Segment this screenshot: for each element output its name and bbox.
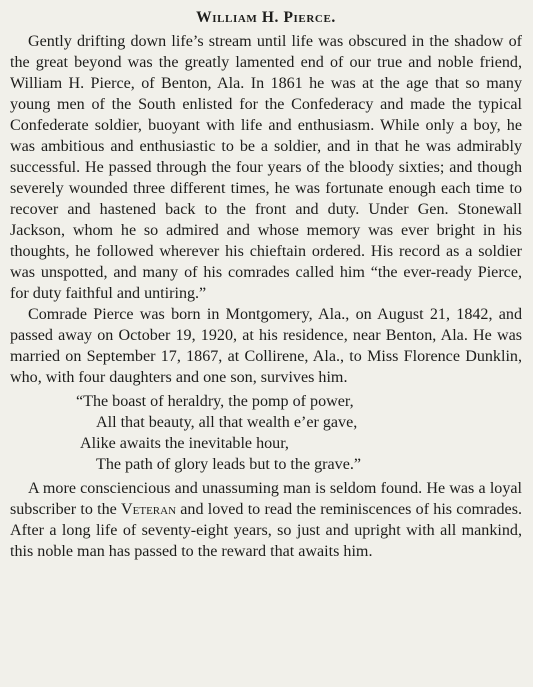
poem-line-1: “The boast of heraldry, the pomp of power, <box>76 393 354 410</box>
veteran-title: Veteran <box>121 501 177 518</box>
paragraph-3-part-2: and loved to read the reminiscences of his comrades. After a long life of seventy-eight years, so just and upright with all mankind, this noble man has passed to the reward that awaits him. <box>10 501 522 560</box>
paragraph-1: Gently drifting down life’s stream until life was obscured in the shadow of the great beyond was the greatly lamented end of our true and noble friend, William H. Pierce, of Benton, Ala. In 1861 he was at the age that so many young men of the South enlisted for the Confederacy and made the typical Confederate soldier, buoyant with life and enthusiasm. While only a boy, he was ambitious and enthusiastic to be a soldier, and in that he was admirably successful. He passed through the four years of the bloody sixties; and though severely wounded three different times, he was fortunate enough each time to recover and hastened back to the front and duty. Under Gen. Stonewall Jackson, whom he so admired and whose memory was ever bright in his thoughts, he followed wherever his chieftain ordered. His record as a soldier was unspotted, and many of his comrades called him “the ever-ready Pierce, for duty faithful and untiring.” <box>10 33 522 302</box>
article-title: William H. Pierce. <box>196 9 336 26</box>
poem-line-2: All that beauty, all that wealth e’er gave, <box>96 414 358 431</box>
poem-line-4: The path of glory leads but to the grave.” <box>96 456 362 473</box>
paragraph-3 <box>10 478 522 562</box>
paragraph-3-part-1: A more consciencious and unassuming man is seldom found. He was a loyal subscriber to the <box>10 480 522 518</box>
paragraph-2: Comrade Pierce was born in Montgomery, Ala., on August 21, 1842, and passed away on October 19, 1920, at his residence, near Benton, Ala. He was married on September 17, 1867, at Collirene, Ala., to Miss Florence Dunklin, who, with four daughters and one son, survives him. <box>10 306 522 386</box>
poem-line-3: Alike awaits the inevitable hour, <box>80 435 289 452</box>
poem-quote <box>10 391 522 475</box>
